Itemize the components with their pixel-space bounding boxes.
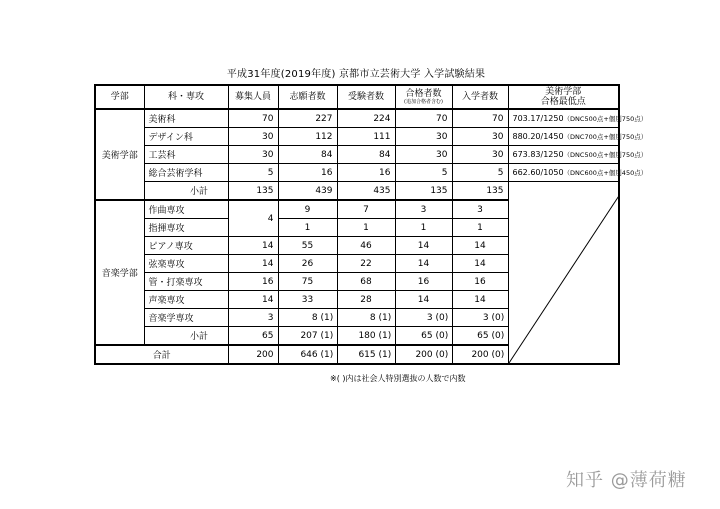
value: 3 (482, 312, 489, 323)
course-name: 弦楽専攻 (144, 255, 228, 273)
passed-cell: 135 (395, 182, 452, 201)
table-row (95, 128, 619, 146)
page-title: 平成31年度(2019年度) 京都市立芸術大学 入学試験結果 (226, 69, 486, 80)
applicants-cell: 439 (278, 182, 337, 201)
watermark: 知乎 @薄荷糖 (566, 470, 687, 491)
examinees-cell: 16 (337, 164, 395, 182)
value: 65 (421, 330, 433, 341)
examinees-cell: 28 (337, 291, 395, 309)
table-row (95, 146, 619, 164)
subtotal-label: 小計 (144, 182, 228, 201)
quota-cell: 30 (228, 146, 278, 164)
header-course: 科・専攻 (144, 85, 228, 109)
quota-cell: 5 (228, 164, 278, 182)
examinees-cell: 84 (337, 146, 395, 164)
examinees-cell: 22 (337, 255, 395, 273)
applicants-cell (278, 309, 337, 327)
applicants-cell (278, 327, 337, 346)
header-applicants: 志願者数 (278, 85, 337, 109)
course-name: デザイン科 (144, 128, 228, 146)
table-row (95, 109, 619, 128)
header-passed-sub: (追加合格者含む) (404, 99, 443, 105)
min-score-detail: （DNC600点+個別450点） (563, 169, 648, 177)
applicants-cell (278, 345, 337, 364)
course-name: 工芸科 (144, 146, 228, 164)
min-score-value: 880.20/1450 (512, 132, 564, 141)
course-name: 音楽学専攻 (144, 309, 228, 327)
faculty-art: 美術学部 (95, 109, 144, 200)
footnote: ※( )内は社会人特別選抜の人数で内数 (330, 374, 466, 383)
header-min-score-line1: 美術学部 (545, 87, 582, 97)
paren-value: (0) (435, 349, 449, 360)
applicants-cell: 16 (278, 164, 337, 182)
min-score-value: 673.83/1250 (512, 150, 564, 159)
quota-cell: 14 (228, 237, 278, 255)
value: 200 (471, 349, 489, 360)
header-enrolled: 入学者数 (452, 85, 508, 109)
quota-cell: 70 (228, 109, 278, 128)
examinees-cell: 46 (337, 237, 395, 255)
examinees-cell: 1 (337, 219, 395, 237)
min-score-cell (508, 164, 648, 182)
course-name: 総合芸術学科 (144, 164, 228, 182)
paren-value: (0) (435, 330, 449, 341)
examinees-cell: 7 (337, 200, 395, 219)
value: 8 (311, 312, 318, 323)
enrolled-cell (452, 345, 508, 364)
header-quota: 募集人員 (228, 85, 278, 109)
course-name: 美術科 (144, 109, 228, 128)
enrolled-cell: 16 (452, 273, 508, 291)
quota-cell: 65 (228, 327, 278, 346)
passed-cell: 70 (395, 109, 452, 128)
enrolled-cell: 1 (452, 219, 508, 237)
quota-cell: 16 (228, 273, 278, 291)
min-score-detail: （DNC500点+個別750点） (563, 151, 648, 159)
paren-value: (0) (435, 312, 449, 323)
passed-cell: 3 (395, 200, 452, 219)
min-score-detail: （DNC700点+個別750点） (563, 133, 648, 141)
course-name: 管・打楽専攻 (144, 273, 228, 291)
value: 646 (300, 349, 318, 360)
enrolled-cell: 14 (452, 237, 508, 255)
examinees-cell: 68 (337, 273, 395, 291)
header-min-score (508, 85, 619, 109)
enrolled-cell: 5 (452, 164, 508, 182)
value: 3 (426, 312, 433, 323)
passed-cell: 14 (395, 237, 452, 255)
header-examinees: 受験者数 (337, 85, 395, 109)
paren-value: (1) (320, 330, 334, 341)
paren-value: (0) (491, 349, 505, 360)
value: 207 (300, 330, 318, 341)
applicants-cell: 227 (278, 109, 337, 128)
paren-value: (1) (378, 330, 392, 341)
course-name: 指揮専攻 (144, 219, 228, 237)
course-name: 作曲専攻 (144, 200, 228, 219)
min-score-value: 662.60/1050 (512, 168, 564, 177)
enrolled-cell: 3 (452, 200, 508, 219)
empty-diagonal-cell (508, 182, 619, 365)
header-passed-label: 合格者数 (405, 89, 442, 99)
min-score-cell (508, 146, 648, 164)
passed-cell (395, 327, 452, 346)
table-row (95, 164, 619, 182)
quota-cell: 3 (228, 309, 278, 327)
enrolled-cell: 135 (452, 182, 508, 201)
applicants-cell: 33 (278, 291, 337, 309)
applicants-cell: 26 (278, 255, 337, 273)
total-label: 合計 (95, 345, 228, 364)
examinees-cell: 435 (337, 182, 395, 201)
quota-cell: 14 (228, 291, 278, 309)
value: 8 (369, 312, 376, 323)
passed-cell: 1 (395, 219, 452, 237)
combined-quota-cell: 4 (228, 200, 278, 237)
subtotal-row (95, 182, 619, 201)
header-row (95, 85, 619, 109)
passed-cell: 14 (395, 255, 452, 273)
quota-cell: 135 (228, 182, 278, 201)
quota-cell: 200 (228, 345, 278, 364)
paren-value: (1) (378, 349, 392, 360)
enrolled-cell: 30 (452, 128, 508, 146)
admission-results-table (94, 84, 648, 365)
value: 200 (415, 349, 433, 360)
min-score-detail: （DNC500点+個別750点） (563, 115, 648, 123)
passed-cell: 5 (395, 164, 452, 182)
examinees-cell: 224 (337, 109, 395, 128)
value: 65 (477, 330, 489, 341)
paren-value: (0) (491, 312, 505, 323)
applicants-cell: 1 (278, 219, 337, 237)
enrolled-cell (452, 309, 508, 327)
enrolled-cell (452, 327, 508, 346)
min-score-value: 703.17/1250 (512, 114, 564, 123)
passed-cell (395, 345, 452, 364)
diagonal-line (509, 182, 619, 363)
faculty-music: 音楽学部 (95, 200, 144, 345)
passed-cell: 16 (395, 273, 452, 291)
enrolled-cell: 14 (452, 255, 508, 273)
applicants-cell: 9 (278, 200, 337, 219)
applicants-cell: 84 (278, 146, 337, 164)
quota-cell: 14 (228, 255, 278, 273)
value: 180 (358, 330, 376, 341)
passed-cell: 30 (395, 128, 452, 146)
examinees-cell (337, 309, 395, 327)
value: 615 (358, 349, 376, 360)
examinees-cell (337, 327, 395, 346)
subtotal-label: 小計 (144, 327, 228, 346)
quota-cell: 30 (228, 128, 278, 146)
applicants-cell: 75 (278, 273, 337, 291)
applicants-cell: 55 (278, 237, 337, 255)
examinees-cell: 111 (337, 128, 395, 146)
enrolled-cell: 14 (452, 291, 508, 309)
min-score-cell (508, 109, 648, 128)
header-min-score-line2: 合格最低点 (540, 97, 586, 107)
examinees-cell (337, 345, 395, 364)
enrolled-cell: 30 (452, 146, 508, 164)
course-name: ピアノ専攻 (144, 237, 228, 255)
passed-cell: 30 (395, 146, 452, 164)
header-faculty: 学部 (95, 85, 144, 109)
enrolled-cell: 70 (452, 109, 508, 128)
paren-value: (1) (320, 312, 334, 323)
passed-cell: 14 (395, 291, 452, 309)
course-name: 声楽専攻 (144, 291, 228, 309)
header-passed (395, 85, 452, 109)
paren-value: (0) (491, 330, 505, 341)
paren-value: (1) (378, 312, 392, 323)
paren-value: (1) (320, 349, 334, 360)
passed-cell (395, 309, 452, 327)
applicants-cell: 112 (278, 128, 337, 146)
min-score-cell (508, 128, 648, 146)
